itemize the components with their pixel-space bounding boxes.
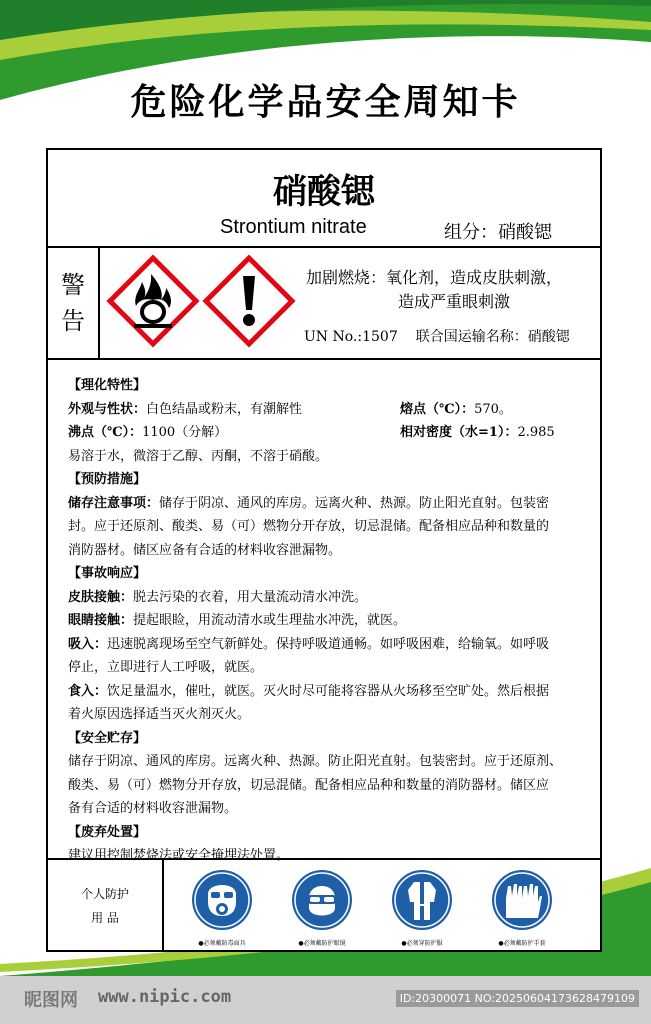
eye-contact-label: 眼睛接触： xyxy=(68,613,134,628)
safe-storage-line-3: 备有合适的材料收容泄漏物。 xyxy=(68,801,238,816)
skin-contact-line xyxy=(68,586,590,610)
footer-url: www.nipic.com xyxy=(98,987,232,1007)
warning-char-2: 告 xyxy=(61,307,85,335)
page-title: 危险化学品安全周知卡 xyxy=(130,82,521,123)
protective-suit-icon xyxy=(390,868,454,932)
ingestion-text-1: 饮足量温水，催吐，就医。灭火时尽可能将容器从火场移至空旷处。然后根据 xyxy=(107,683,550,699)
inhalation-line-1 xyxy=(68,633,590,657)
ppe-item-gloves xyxy=(474,868,570,947)
ppe-section xyxy=(48,860,600,952)
skin-contact-text: 脱去污染的衣着，用大量流动清水冲洗。 xyxy=(133,589,368,605)
density-label: 相对密度（水=1）： xyxy=(400,425,518,440)
storage-notes-line-1 xyxy=(68,492,590,516)
ppe-item-gas-mask xyxy=(174,868,270,947)
solubility-text: 易溶于水，微溶于乙醇、丙酮，不溶于硝酸。 xyxy=(68,448,329,464)
inhalation-label: 吸入： xyxy=(68,636,108,652)
safety-card xyxy=(46,148,602,952)
composition: 组分：硝酸锶 xyxy=(444,222,552,243)
hazard-statement xyxy=(306,266,598,314)
un-number: UN No.:1507 xyxy=(304,329,398,345)
gas-mask-icon xyxy=(190,868,254,932)
hazard-line-2: 造成严重眼刺激 xyxy=(398,292,511,311)
melting-point-label: 熔点（℃）： xyxy=(400,401,475,417)
storage-notes-line-2: 封。应于还原剂、酸类、易（可）燃物分开存放，切忌混储。配备相应品种和数量的 xyxy=(68,519,550,534)
storage-notes-text-1: 储存于阴凉、通风的库房。远离火种、热源。防止阳光直射。包装密 xyxy=(159,495,550,511)
safe-storage-line-2: 酸类、易（可）燃物分开存放，切忌混储。配备相应品种和数量的消防器材。储区应 xyxy=(68,777,550,793)
footer-brand: 昵图网 xyxy=(24,990,78,1011)
emergency-response-heading: 【事故响应】 xyxy=(68,566,147,581)
ppe-label-line-2: 用 品 xyxy=(91,911,119,925)
ppe-item-suit xyxy=(374,868,470,947)
appearance-label: 外观与性状： xyxy=(68,401,147,417)
chemical-name-cn: 硝酸锶 xyxy=(273,172,375,212)
ppe-caption-suit: ●必须穿防护服 xyxy=(401,940,443,947)
chemical-name-en: Strontium nitrate xyxy=(220,216,367,238)
footer-image-id: ID:20300071 NO:20250604173628479109 xyxy=(396,990,639,1007)
boiling-point-label: 沸点（℃）： xyxy=(68,425,143,440)
chemical-name-section xyxy=(48,150,600,248)
melting-point-value: 570。 xyxy=(474,401,512,417)
safe-storage-line-1: 储存于阴凉、通风的库房。远离火种、热源。防止阳光直射。包装密封。应于还原剂、 xyxy=(68,754,563,769)
ppe-item-goggles xyxy=(274,868,370,947)
disposal-text: 建议用控制焚烧法或安全掩埋法处置。 xyxy=(68,848,290,863)
storage-notes-label: 储存注意事项： xyxy=(68,495,160,511)
warning-section xyxy=(48,248,600,360)
ingestion-line-2: 着火原因选择适当灭火剂灭火。 xyxy=(68,707,251,722)
protective-gloves-icon xyxy=(490,868,554,932)
ppe-label-line-1: 个人防护 xyxy=(80,887,129,901)
eye-contact-line xyxy=(68,609,590,633)
ingestion-line-1 xyxy=(68,680,590,704)
un-info xyxy=(304,326,570,346)
physical-properties-heading: 【理化特性】 xyxy=(68,378,147,393)
ppe-label xyxy=(48,860,164,952)
ppe-caption-gloves: ●必须戴防护手套 xyxy=(498,940,546,947)
appearance-value: 白色结晶或粉末，有潮解性 xyxy=(146,401,303,417)
inhalation-text-1: 迅速脱离现场至空气新鲜处。保持呼吸道通畅。如呼吸困难，给输氧。如呼吸 xyxy=(107,636,550,652)
warning-label xyxy=(48,248,100,358)
details-section xyxy=(48,360,600,863)
boiling-point-value: 1100（分解） xyxy=(142,425,228,440)
skin-contact-label: 皮肤接触： xyxy=(68,589,134,605)
warning-char-1: 警 xyxy=(61,271,85,299)
inhalation-line-2: 停止，立即进行人工呼吸，就医。 xyxy=(68,660,264,675)
flame-over-circle-icon xyxy=(106,254,200,348)
density-value: 2.985 xyxy=(517,425,555,440)
safety-goggles-icon xyxy=(290,868,354,932)
exclamation-mark-icon xyxy=(202,254,296,348)
appearance-row xyxy=(68,398,590,422)
ppe-caption-gas-mask: ●必须戴防毒面具 xyxy=(198,940,246,947)
disposal-heading: 【废弃处置】 xyxy=(68,824,147,840)
precautions-heading: 【预防措施】 xyxy=(68,472,147,487)
hazard-line-1: 加剧燃烧：氧化剂，造成皮肤刺激， xyxy=(306,268,563,287)
storage-notes-line-3: 消防器材。储区应备有合适的材料收容泄漏物。 xyxy=(68,542,342,558)
ingestion-label: 食入： xyxy=(68,683,108,699)
safe-storage-heading: 【安全贮存】 xyxy=(68,730,147,746)
ppe-caption-goggles: ●必须戴防护眼镜 xyxy=(298,940,346,947)
eye-contact-text: 提起眼睑，用流动清水或生理盐水冲洗，就医。 xyxy=(133,613,407,628)
transport-name: 联合国运输名称：硝酸锶 xyxy=(415,329,570,345)
boiling-row xyxy=(68,421,590,445)
